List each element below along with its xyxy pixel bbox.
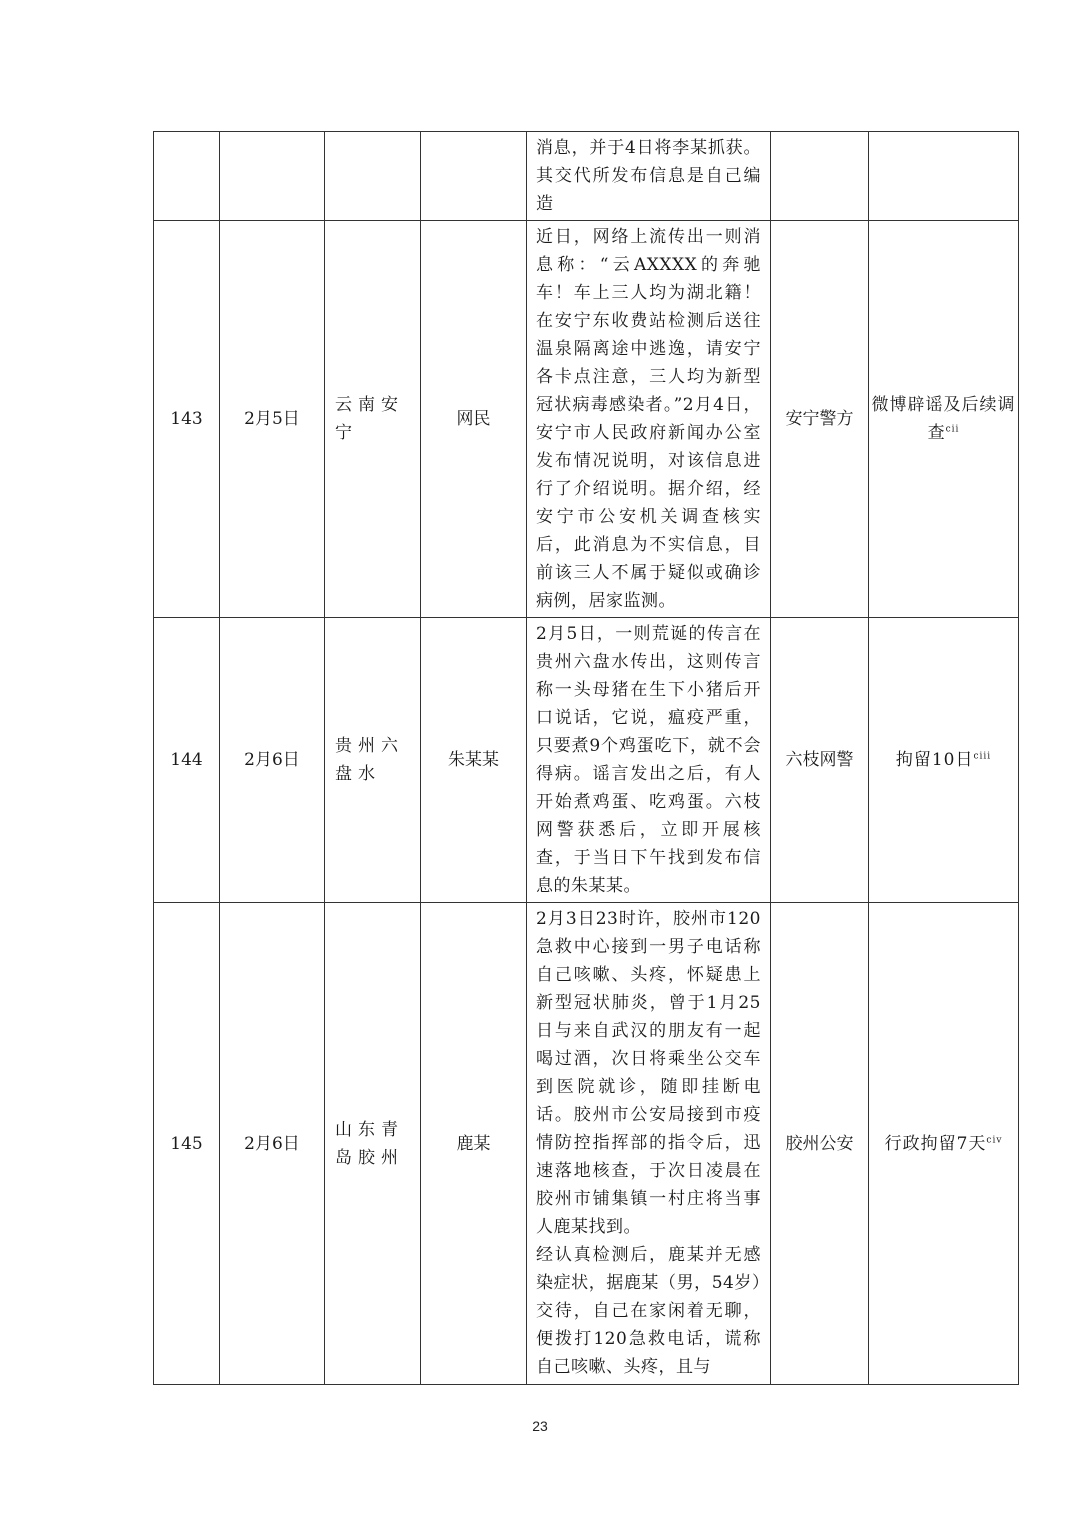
row-number: 144 xyxy=(154,618,220,903)
row-result xyxy=(869,618,1019,903)
footnote-ref: cii xyxy=(945,424,960,435)
row-number: 145 xyxy=(154,903,220,1385)
row-handler: 胶州公安 xyxy=(771,903,869,1385)
row-person xyxy=(421,132,527,221)
rumor-table xyxy=(153,131,1019,1385)
row-location: 贵州六盘水 xyxy=(325,618,421,903)
footnote-ref: civ xyxy=(986,1134,1003,1145)
description-paragraph: 经认真检测后，鹿某并无感染症状，据鹿某（男，54岁）交待，自己在家闲着无聊，便拨打120急救电话，谎称自己咳嗽、头疼，且与 xyxy=(536,1245,761,1377)
row-description: 近日，网络上流传出一则消息称：“云AXXXX的奔驰车！车上三人均为湖北籍！在安宁东收费站检测后送往温泉隔离途中逃逸，请安宁各卡点注意，三人均为新型冠状病毒感染者。”2月4日，安宁市人民政府新闻办公室发布情况说明，对该信息进行了介绍说明。据介绍，经安宁市公安机关调查核实后，此消息为不实信息，目前该三人不属于疑似或确诊病例，居家监测。 xyxy=(527,221,771,618)
page-number: 23 xyxy=(532,1418,548,1434)
row-description: 2月5日，一则荒诞的传言在贵州六盘水传出，这则传言称一头母猪在生下小猪后开口说话，它说，瘟疫严重，只要煮9个鸡蛋吃下，就不会得病。谣言发出之后，有人开始煮鸡蛋、吃鸡蛋。六枝网警获悉后，立即开展核查，于当日下午找到发布信息的朱某某。 xyxy=(527,618,771,903)
row-date: 2月6日 xyxy=(220,618,325,903)
row-result xyxy=(869,132,1019,221)
row-person: 鹿某 xyxy=(421,903,527,1385)
row-person: 朱某某 xyxy=(421,618,527,903)
footnote-ref: ciii xyxy=(973,751,992,762)
row-number: 143 xyxy=(154,221,220,618)
description-paragraph: 2月3日23时许，胶州市120急救中心接到一男子电话称自己咳嗽、头疼，怀疑患上新型冠状肺炎，曾于1月25日与来自武汉的朋友有一起喝过酒，次日将乘坐公交车到医院就诊，随即挂断电话。胶州市公安局接到市疫情防控指挥部的指令后，迅速落地核查，于次日凌晨在胶州市铺集镇一村庄将当事人鹿某找到。 xyxy=(536,909,761,1237)
row-date xyxy=(220,132,325,221)
row-result-text: 拘留10日 xyxy=(895,750,974,770)
row-location xyxy=(325,132,421,221)
row-number xyxy=(154,132,220,221)
row-result-text: 微博辟谣及后续调查 xyxy=(871,395,1016,443)
row-date: 2月6日 xyxy=(220,903,325,1385)
table-row xyxy=(154,618,1019,903)
row-date: 2月5日 xyxy=(220,221,325,618)
table-row xyxy=(154,903,1019,1385)
row-handler: 安宁警方 xyxy=(771,221,869,618)
row-result xyxy=(869,221,1019,618)
row-description: 消息，并于4日将李某抓获。其交代所发布信息是自己编造 xyxy=(527,132,771,221)
row-result xyxy=(869,903,1019,1385)
row-location: 云南安宁 xyxy=(325,221,421,618)
row-description xyxy=(527,903,771,1385)
table-row xyxy=(154,221,1019,618)
table-row xyxy=(154,132,1019,221)
row-result-text: 行政拘留7天 xyxy=(884,1133,987,1154)
row-person: 网民 xyxy=(421,221,527,618)
row-handler: 六枝网警 xyxy=(771,618,869,903)
row-handler xyxy=(771,132,869,221)
row-location: 山东青岛胶州 xyxy=(325,903,421,1385)
